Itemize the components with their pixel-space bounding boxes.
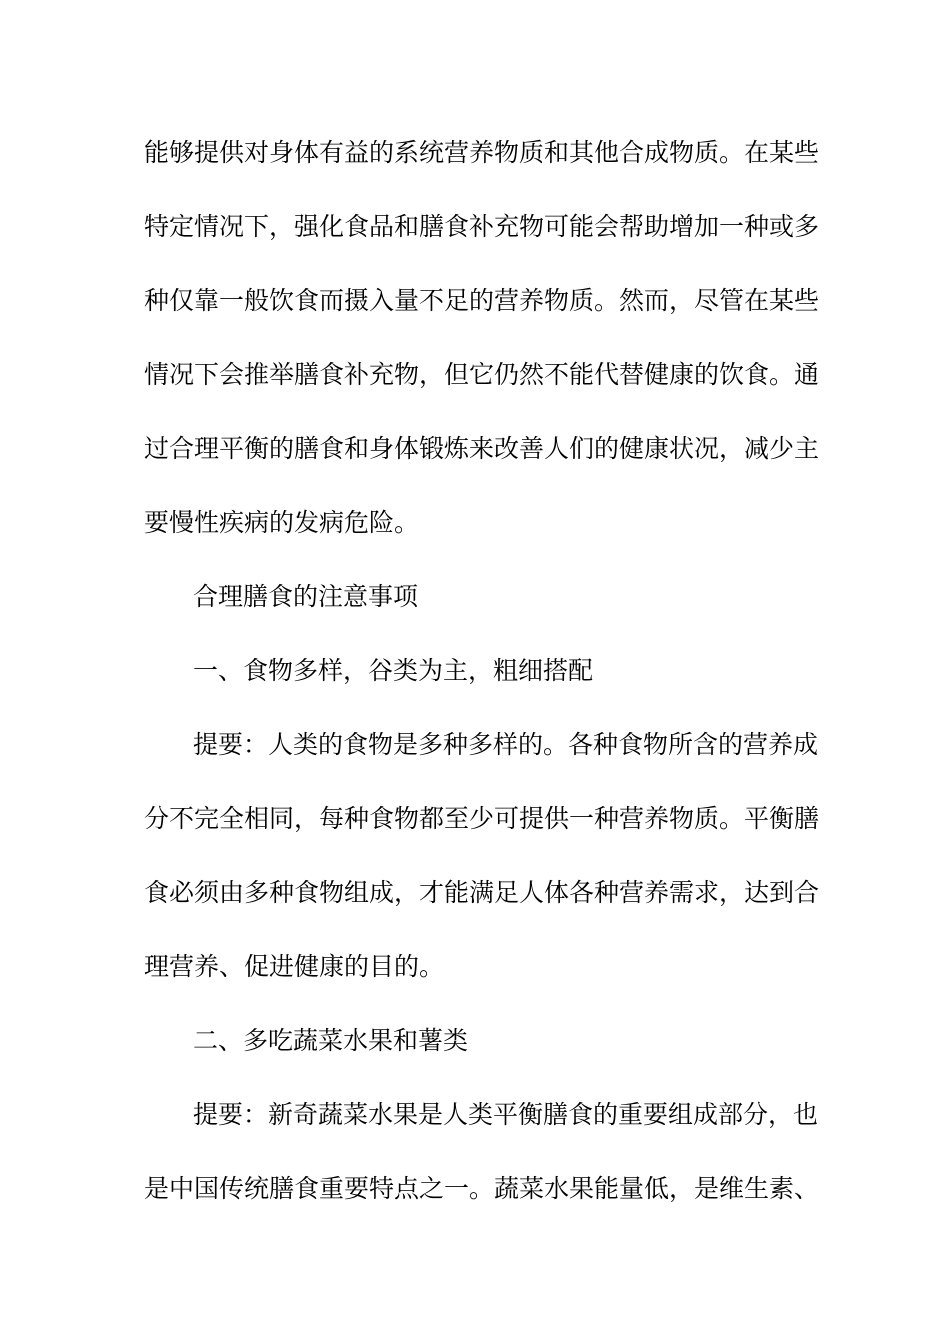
paragraph-line: 提要：新奇蔬菜水果是人类平衡膳食的重要组成部分，也 bbox=[193, 1100, 819, 1129]
paragraph-line: 特定情况下，强化食品和膳食补充物可能会帮助增加一种或多 bbox=[144, 212, 820, 241]
paragraph-line: 分不完全相同，每种食物都至少可提供一种营养物质。平衡膳 bbox=[144, 804, 820, 833]
paragraph-line: 过合理平衡的膳食和身体锻炼来改善人们的健康状况，减少主 bbox=[144, 434, 820, 463]
paragraph-line: 是中国传统膳食重要特点之一。蔬菜水果能量低，是维生素、 bbox=[144, 1174, 820, 1203]
paragraph-line: 食必须由多种食物组成，才能满足人体各种营养需求，达到合 bbox=[144, 878, 820, 907]
paragraph-line: 提要：人类的食物是多种多样的。各种食物所含的营养成 bbox=[193, 730, 819, 759]
paragraph-line: 情况下会推举膳食补充物，但它仍然不能代替健康的饮食。通 bbox=[144, 360, 820, 389]
paragraph-line: 要慢性疾病的发病危险。 bbox=[144, 508, 420, 537]
subsection-heading: 一、食物多样，谷类为主，粗细搭配 bbox=[193, 656, 594, 685]
section-heading: 合理膳食的注意事项 bbox=[193, 582, 419, 611]
subsection-heading: 二、多吃蔬菜水果和薯类 bbox=[193, 1026, 469, 1055]
paragraph-line: 种仅靠一般饮食而摄入量不足的营养物质。然而，尽管在某些 bbox=[144, 286, 820, 315]
paragraph-line: 能够提供对身体有益的系统营养物质和其他合成物质。在某些 bbox=[144, 138, 820, 167]
paragraph-line: 理营养、促进健康的目的。 bbox=[144, 952, 445, 981]
